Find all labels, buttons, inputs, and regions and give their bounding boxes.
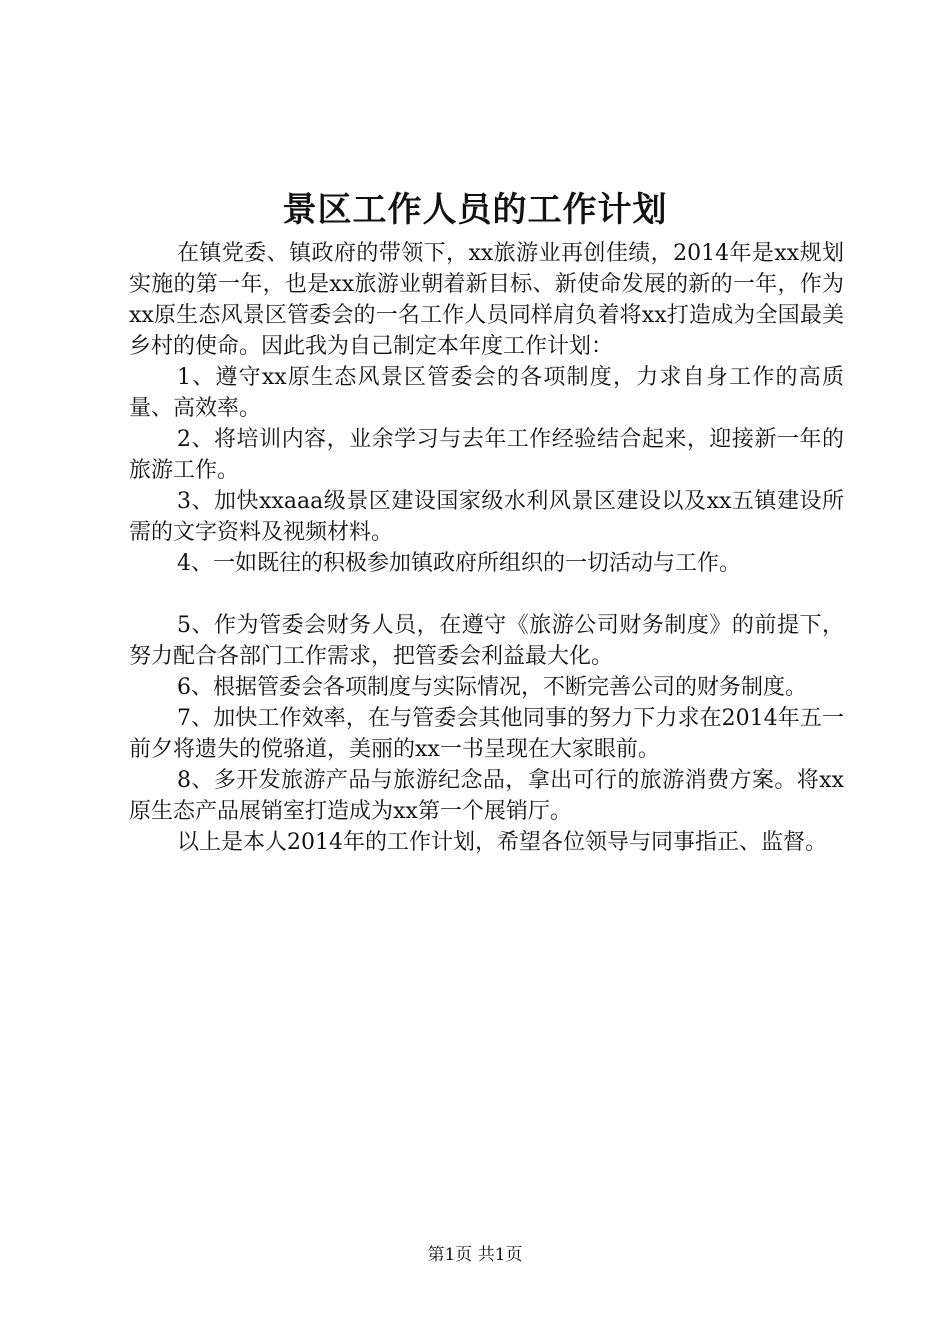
intro-paragraph: 在镇党委、镇政府的带领下，xx旅游业再创佳绩，2014年是xx规划实施的第一年，也是xx旅游业朝着新目标、新使命发展的新的一年，作为xx原生态风景区管委会的一名工作人员同样肩负着将xx打造成为全国最美乡村的使命。因此我为自己制定本年度工作计划： <box>129 241 844 359</box>
closing-paragraph: 以上是本人2014年的工作计划，希望各位领导与同事指正、监督。 <box>177 830 827 855</box>
plan-item-7: 7、加快工作效率，在与管委会其他同事的努力下力求在2014年五一前夕将遗失的傥骆道，美丽的xx一书呈现在大家眼前。 <box>129 706 844 762</box>
plan-item-8: 8、多开发旅游产品与旅游纪念品，拿出可行的旅游消费方案。将xx原生态产品展销室打造成为xx第一个展销厅。 <box>129 768 844 824</box>
plan-item-3: 3、加快xxaaa级景区建设国家级水利风景区建设以及xx五镇建设所需的文字资料及视频材料。 <box>129 489 844 545</box>
page-number: 第1页 共1页 <box>427 1245 523 1265</box>
plan-item-2: 2、将培训内容，业余学习与去年工作经验结合起来，迎接新一年的旅游工作。 <box>129 427 844 483</box>
document-title: 景区工作人员的工作计划 <box>282 190 668 230</box>
plan-item-5: 5、作为管委会财务人员，在遵守《旅游公司财务制度》的前提下，努力配合各部门工作需求，把管委会利益最大化。 <box>129 613 844 669</box>
plan-item-4: 4、一如既往的积极参加镇政府所组织的一切活动与工作。 <box>177 551 741 576</box>
plan-item-6: 6、根据管委会各项制度与实际情况，不断完善公司的财务制度。 <box>177 675 807 700</box>
plan-item-1: 1、遵守xx原生态风景区管委会的各项制度，力求自身工作的高质量、高效率。 <box>129 365 844 421</box>
document-body <box>129 238 844 858</box>
